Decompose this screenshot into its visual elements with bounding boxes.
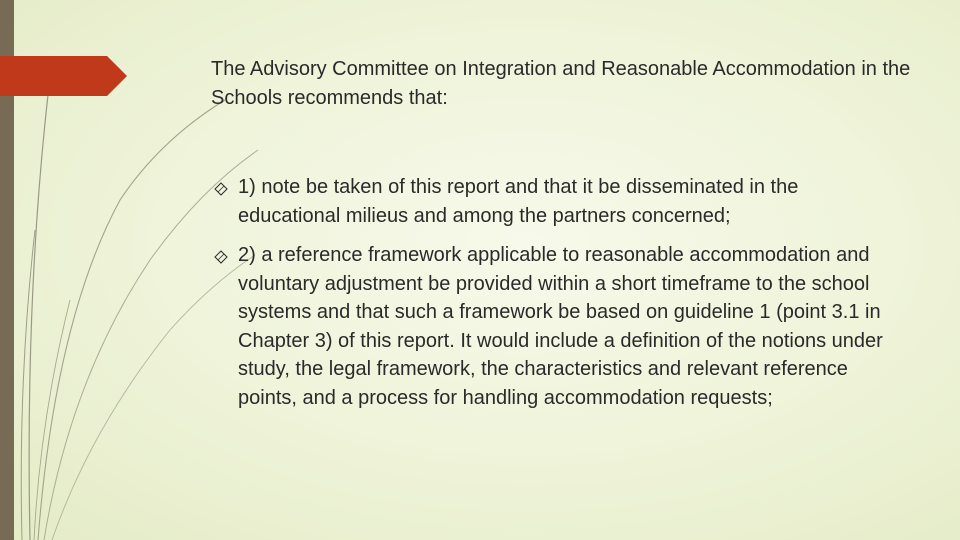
slide-title: The Advisory Committee on Integration and Reasonable Accommodation in the Schools recommends that: (211, 58, 911, 109)
bullet-text: 1) note be taken of this report and that it be disseminated in the educational milieus and among the partners concerned; (238, 176, 799, 227)
bullet-item (214, 173, 904, 230)
bullet-text: 2) a reference framework applicable to reasonable accommodation and voluntary adjustment be provided within a short timeframe to the school systems and that such a framework be based on guideline 1 (point 3.1 in Chapter 3) of this report. It would include a definition of the notions under study, the legal framework, the characteristics and relevant reference points, and a process for handling accommodation requests; (238, 244, 883, 409)
bullet-item (214, 241, 904, 412)
diamond-bullet-icon (214, 182, 228, 196)
accent-arrow-tab (0, 56, 127, 96)
diamond-bullet-icon (214, 250, 228, 264)
bullet-list (214, 173, 904, 423)
